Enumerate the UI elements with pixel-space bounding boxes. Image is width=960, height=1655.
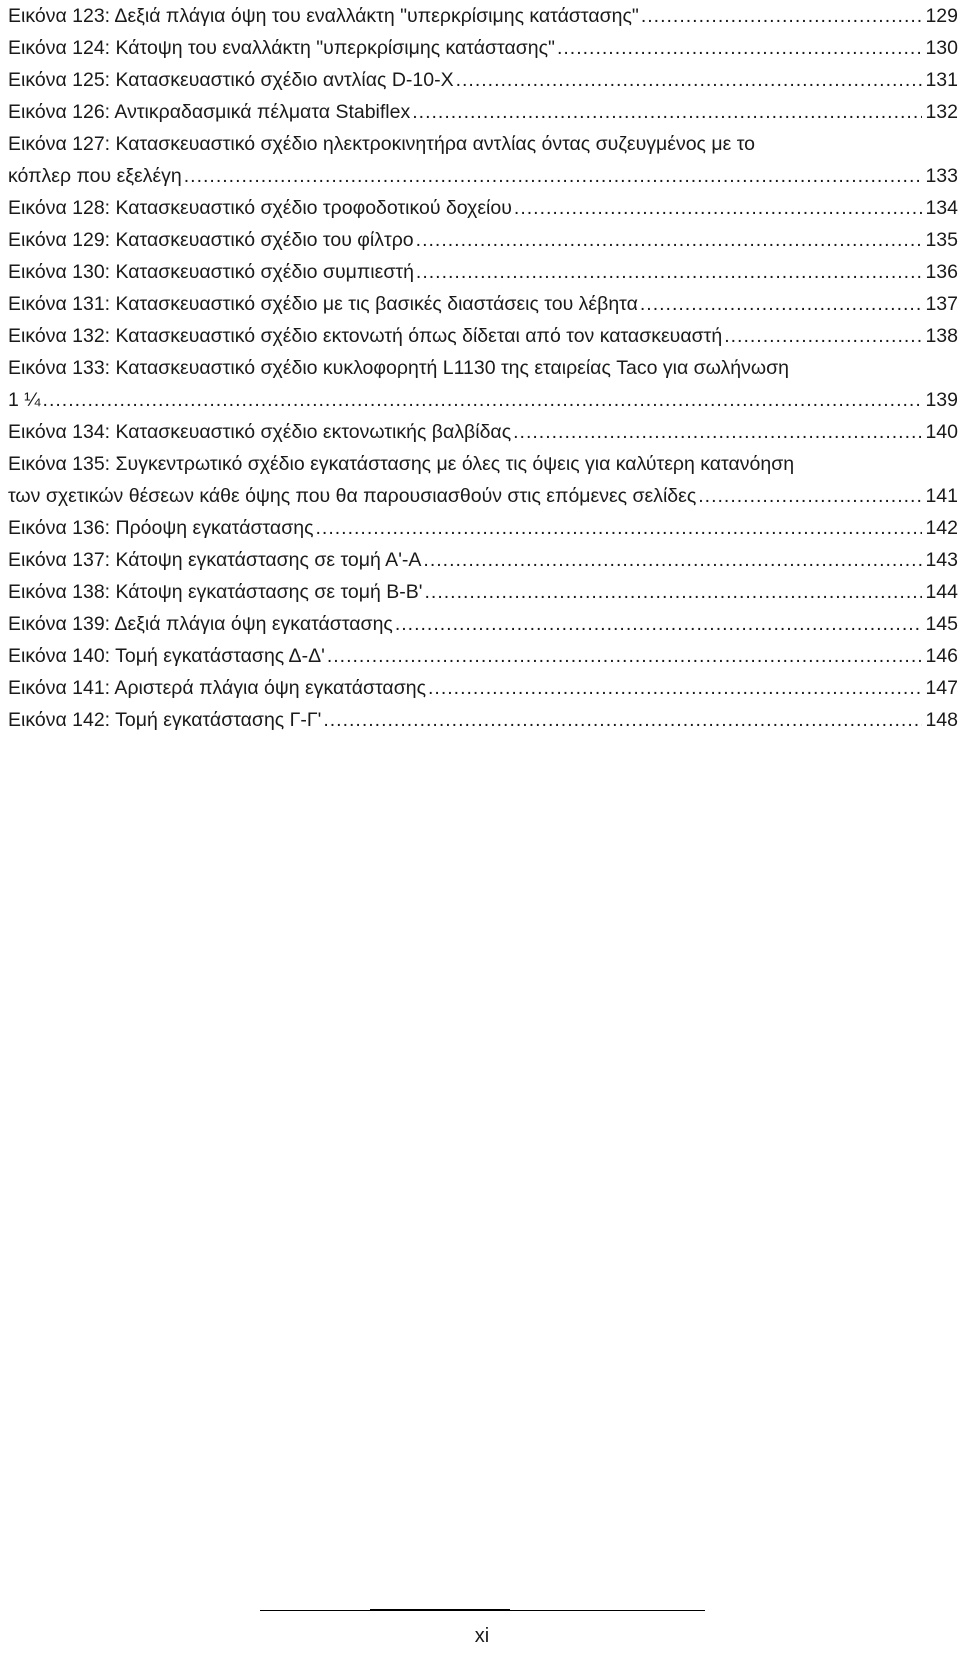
toc-entry-label: Εικόνα 130: Κατασκευαστικό σχέδιο συμπιεστή: [8, 256, 416, 288]
toc-entry[interactable]: [8, 544, 958, 576]
toc-entry-page-number: 148: [925, 709, 958, 731]
toc-entry-page-number: 135: [925, 229, 958, 251]
toc-entry[interactable]: [8, 0, 958, 32]
toc-entry-label: Εικόνα 134: Κατασκευαστικό σχέδιο εκτονωτικής βαλβίδας: [8, 416, 513, 448]
toc-entry-page-number: 136: [925, 261, 958, 283]
toc-entry-page-number: 147: [925, 677, 958, 699]
footer-rule-accent: [370, 1609, 510, 1611]
toc-entry-page-number: 129: [925, 5, 958, 27]
toc-entry-line: [8, 480, 958, 512]
toc-entry-label: Εικόνα 141: Αριστερά πλάγια όψη εγκατάστασης: [8, 672, 428, 704]
dot-leader: [514, 192, 923, 224]
toc-entry-label: Εικόνα 123: Δεξιά πλάγια όψη του εναλλάκτη "υπερκρίσιμης κατάστασης": [8, 0, 641, 32]
toc-entry-label-continued: κόπλερ που εξελέγη: [8, 160, 184, 192]
list-of-figures: [8, 0, 958, 736]
toc-entry[interactable]: [8, 704, 958, 736]
toc-entry[interactable]: [8, 608, 958, 640]
toc-entry-line: [8, 512, 958, 544]
toc-entry-line: [8, 608, 958, 640]
dot-leader: [698, 480, 922, 512]
toc-entry[interactable]: [8, 416, 958, 448]
toc-entry-page-number: 146: [925, 645, 958, 667]
toc-entry-page-number: 142: [925, 517, 958, 539]
dot-leader: [724, 320, 922, 352]
dot-leader: [513, 416, 922, 448]
toc-entry-line: [8, 160, 958, 192]
toc-entry-label: Εικόνα 140: Τομή εγκατάστασης Δ-Δ': [8, 640, 327, 672]
toc-entry-label: Εικόνα 137: Κάτοψη εγκατάστασης σε τομή Α'-Α: [8, 544, 423, 576]
toc-entry-label: Εικόνα 138: Κάτοψη εγκατάστασης σε τομή Β-Β': [8, 576, 425, 608]
dot-leader: [423, 544, 922, 576]
dot-leader: [428, 672, 922, 704]
toc-entry-label: Εικόνα 128: Κατασκευαστικό σχέδιο τροφοδοτικού δοχείου: [8, 192, 514, 224]
toc-entry-line: [8, 416, 958, 448]
dot-leader: [327, 640, 923, 672]
toc-entry-line: [8, 320, 958, 352]
dot-leader: [184, 160, 923, 192]
toc-entries: [8, 0, 958, 736]
dot-leader: [416, 224, 923, 256]
toc-entry-label: Εικόνα 129: Κατασκευαστικό σχέδιο του φίλτρο: [8, 224, 416, 256]
toc-entry[interactable]: [8, 224, 958, 256]
toc-entry-page-number: 143: [925, 549, 958, 571]
dot-leader: [43, 384, 923, 416]
toc-entry[interactable]: [8, 192, 958, 224]
toc-entry[interactable]: [8, 448, 958, 512]
toc-entry-line: [8, 96, 958, 128]
toc-entry-label: Εικόνα 133: Κατασκευαστικό σχέδιο κυκλοφορητή L1130 της εταιρείας Taco για σωλήνωση: [8, 352, 791, 384]
page-number-text: xi: [474, 1625, 490, 1647]
page-number: [0, 1625, 960, 1648]
toc-entry-line: [8, 32, 958, 64]
toc-entry-page-number: 134: [925, 197, 958, 219]
toc-entry-line: [8, 224, 958, 256]
toc-entry[interactable]: [8, 320, 958, 352]
toc-entry-line: [8, 544, 958, 576]
toc-entry-page-number: 130: [925, 37, 958, 59]
toc-entry-line: [8, 0, 958, 32]
toc-entry-page-number: 133: [925, 165, 958, 187]
toc-entry-line: [8, 384, 958, 416]
toc-entry[interactable]: [8, 640, 958, 672]
toc-entry-page-number: 138: [925, 325, 958, 347]
toc-entry-page-number: 140: [925, 421, 958, 443]
toc-entry-label: Εικόνα 132: Κατασκευαστικό σχέδιο εκτονωτή όπως δίδεται από τον κατασκευαστή: [8, 320, 724, 352]
toc-entry-first-line: [8, 448, 958, 480]
dot-leader: [323, 704, 922, 736]
toc-entry[interactable]: [8, 256, 958, 288]
dot-leader: [456, 64, 923, 96]
dot-leader: [640, 288, 923, 320]
toc-entry-label: Εικόνα 131: Κατασκευαστικό σχέδιο με τις βασικές διαστάσεις του λέβητα: [8, 288, 640, 320]
dot-leader: [641, 0, 923, 32]
toc-entry-first-line: [8, 352, 958, 384]
toc-entry-label-continued: των σχετικών θέσεων κάθε όψης που θα παρουσιασθούν στις επόμενες σελίδες: [8, 480, 698, 512]
toc-entry-page-number: 132: [925, 101, 958, 123]
dot-leader: [412, 96, 922, 128]
toc-entry[interactable]: [8, 96, 958, 128]
dot-leader: [315, 512, 922, 544]
toc-entry-label: Εικόνα 135: Συγκεντρωτικό σχέδιο εγκατάστασης με όλες τις όψεις για καλύτερη κατανόηση: [8, 448, 796, 480]
toc-entry-first-line: [8, 128, 958, 160]
dot-leader: [557, 32, 923, 64]
toc-entry-page-number: 131: [925, 69, 958, 91]
toc-entry-page-number: 144: [925, 581, 958, 603]
dot-leader: [416, 256, 923, 288]
toc-entry[interactable]: [8, 32, 958, 64]
toc-entry-page-number: 139: [925, 389, 958, 411]
toc-entry-line: [8, 192, 958, 224]
toc-entry-page-number: 137: [925, 293, 958, 315]
toc-entry-line: [8, 704, 958, 736]
dot-leader: [425, 576, 923, 608]
toc-entry[interactable]: [8, 64, 958, 96]
toc-entry-page-number: 145: [925, 613, 958, 635]
toc-entry-label: Εικόνα 136: Πρόοψη εγκατάστασης: [8, 512, 315, 544]
toc-entry-label: Εικόνα 127: Κατασκευαστικό σχέδιο ηλεκτροκινητήρα αντλίας όντας συζευγμένος με το: [8, 128, 757, 160]
toc-entry-label: Εικόνα 124: Κάτοψη του εναλλάκτη "υπερκρίσιμης κατάστασης": [8, 32, 557, 64]
toc-entry[interactable]: [8, 128, 958, 192]
toc-entry-line: [8, 288, 958, 320]
toc-entry[interactable]: [8, 672, 958, 704]
toc-entry[interactable]: [8, 576, 958, 608]
dot-leader: [395, 608, 923, 640]
toc-entry[interactable]: [8, 352, 958, 416]
toc-entry-label: Εικόνα 139: Δεξιά πλάγια όψη εγκατάστασης: [8, 608, 395, 640]
toc-entry-line: [8, 640, 958, 672]
toc-entry-label: Εικόνα 125: Κατασκευαστικό σχέδιο αντλίας D-10-X: [8, 64, 456, 96]
toc-entry-label: Εικόνα 126: Αντικραδασμικά πέλματα Stabiflex: [8, 96, 412, 128]
toc-entry-line: [8, 672, 958, 704]
toc-entry-line: [8, 64, 958, 96]
toc-entry[interactable]: [8, 512, 958, 544]
toc-entry-line: [8, 576, 958, 608]
toc-entry[interactable]: [8, 288, 958, 320]
toc-entry-line: [8, 256, 958, 288]
toc-entry-label: Εικόνα 142: Τομή εγκατάστασης Γ-Γ': [8, 704, 323, 736]
toc-entry-label-continued: 1 ¼: [8, 384, 43, 416]
toc-entry-page-number: 141: [925, 485, 958, 507]
